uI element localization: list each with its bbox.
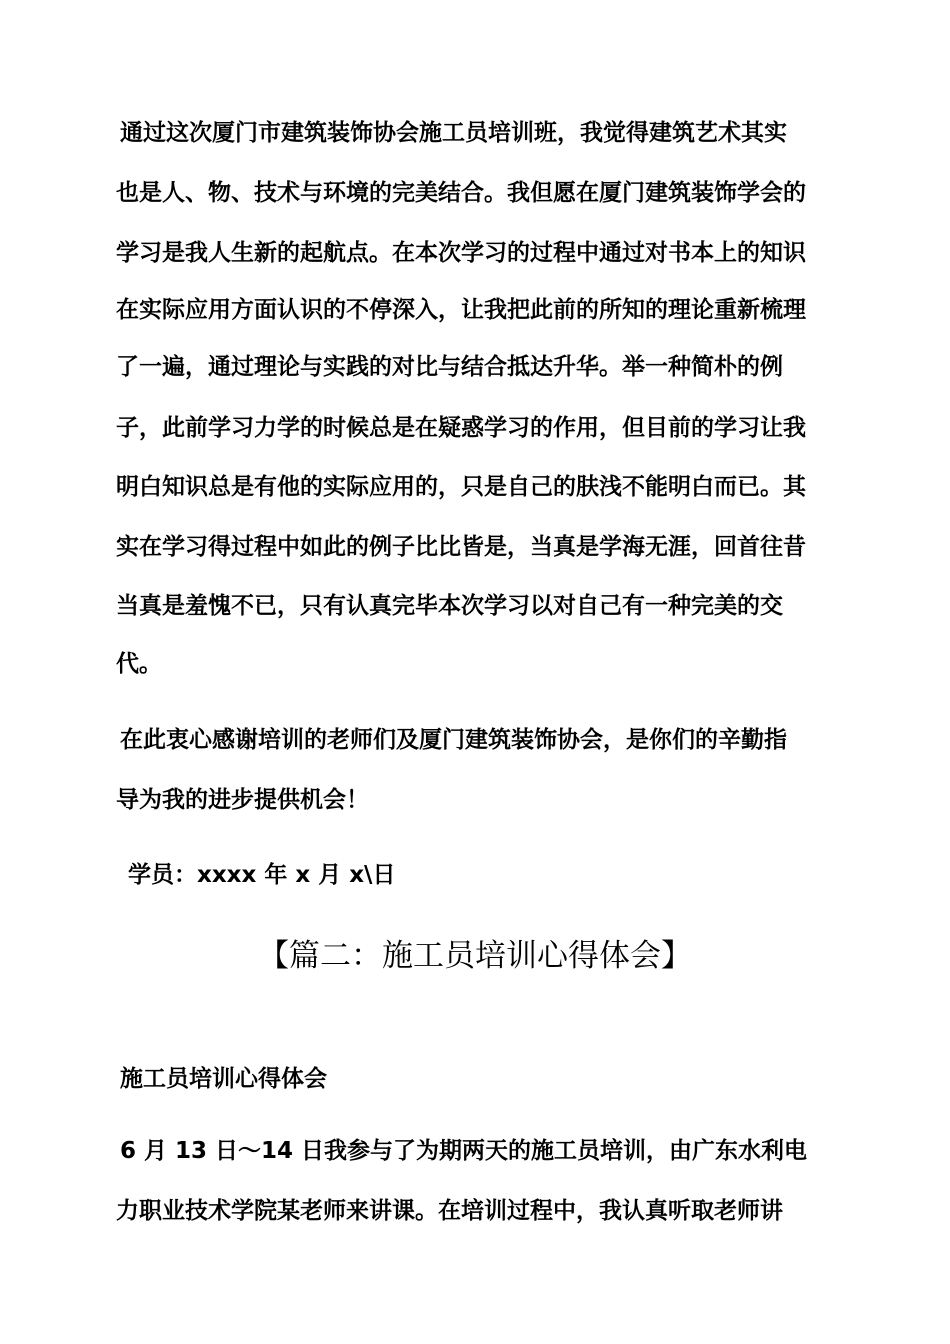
subtitle: 施工员培训心得体会 xyxy=(120,1066,327,1092)
paragraph-1-line-4: 在实际应用方面认识的不停深入，让我把此前的所知的理论重新梳理 xyxy=(116,297,806,323)
paragraph-1-line-10: 代。 xyxy=(116,651,162,677)
paragraph-1-line-7: 明白知识总是有他的实际应用的，只是自己的肤浅不能明白而已。其 xyxy=(116,474,806,500)
paragraph-1-line-3: 学习是我人生新的起航点。在本次学习的过程中通过对书本上的知识 xyxy=(116,240,806,266)
signature-line: 学员：xxxx 年 x 月 x\日 xyxy=(128,862,396,888)
paragraph-3-line-1: 6 月 13 日～14 日我参与了为期两天的施工员培训，由广东水利电 xyxy=(120,1138,808,1164)
section-heading: 【篇二：施工员培训心得体会】 xyxy=(258,938,692,974)
paragraph-1-line-6: 子，此前学习力学的时候总是在疑惑学习的作用，但目前的学习让我 xyxy=(116,415,806,441)
paragraph-3-line-2: 力职业技术学院某老师来讲课。在培训过程中，我认真听取老师讲 xyxy=(116,1198,783,1224)
paragraph-2-line-1: 在此衷心感谢培训的老师们及厦门建筑装饰协会，是你们的辛勤指 xyxy=(120,727,787,753)
paragraph-1-line-1: 通过这次厦门市建筑装饰协会施工员培训班，我觉得建筑艺术其实 xyxy=(120,120,787,146)
paragraph-1-line-8: 实在学习得过程中如此的例子比比皆是，当真是学海无涯，回首往昔 xyxy=(116,534,806,560)
paragraph-1-line-5: 了一遍，通过理论与实践的对比与结合抵达升华。举一种简朴的例 xyxy=(116,354,783,380)
paragraph-2-line-2: 导为我的进步提供机会！ xyxy=(116,787,369,813)
paragraph-1-line-9: 当真是羞愧不已，只有认真完毕本次学习以对自己有一种完美的交 xyxy=(116,593,783,619)
paragraph-1-line-2: 也是人、物、技术与环境的完美结合。我但愿在厦门建筑装饰学会的 xyxy=(116,180,806,206)
